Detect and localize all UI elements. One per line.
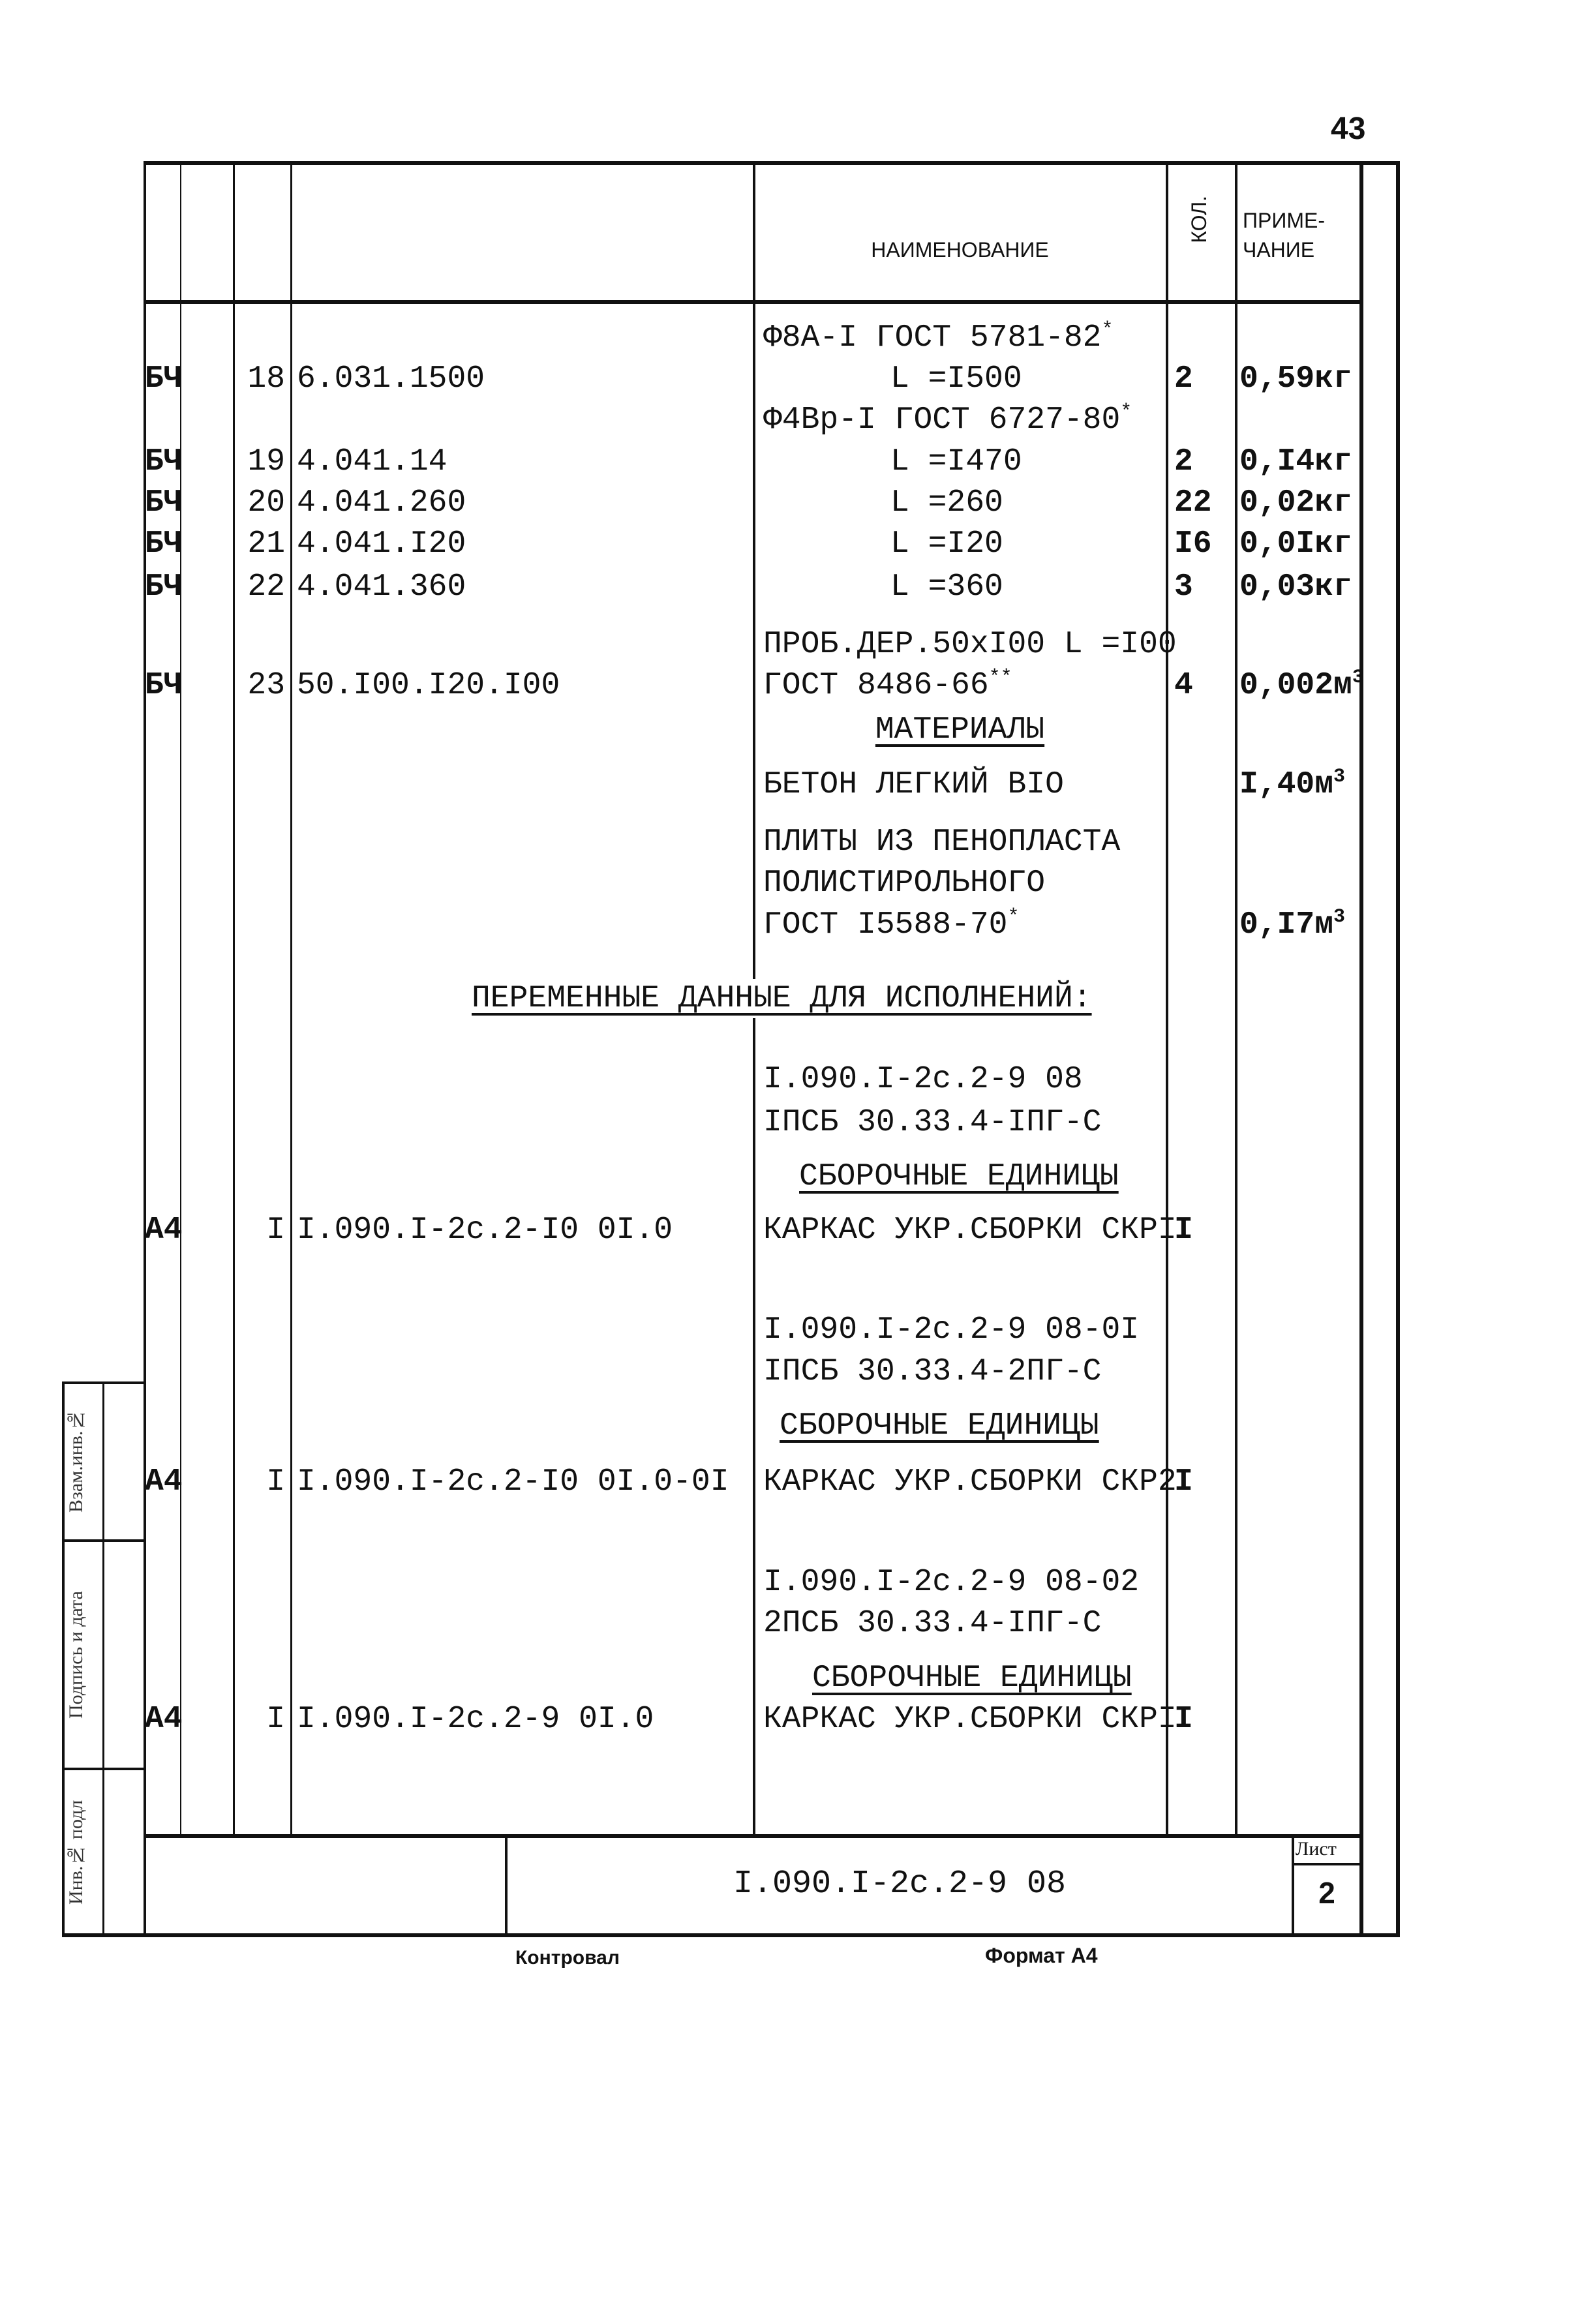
format-label: Формат А4 [985, 1944, 1098, 1967]
name-cell: IПСБ 30.33.4-2ПГ-С [763, 1354, 1102, 1389]
note-cell: 0,59кг [1239, 361, 1352, 397]
frame-top [145, 161, 1397, 165]
position-cell: 20 [247, 485, 285, 521]
qty-cell: 2 [1174, 361, 1193, 397]
table-row [0, 822, 1593, 862]
section-heading [0, 710, 1593, 749]
designation-cell: I.090.I-2c.2-I0 0I.0-0I [297, 1464, 729, 1500]
note-cell: 0,03кг [1239, 569, 1352, 605]
position-cell: I [266, 1702, 285, 1737]
name-cell: КАРКАС УКР.СБОРКИ СКР2 [763, 1464, 1177, 1500]
stamp-line [62, 1768, 145, 1770]
format-cell: А4 [145, 1464, 183, 1500]
position-cell: 18 [247, 361, 285, 397]
table-row [0, 666, 1593, 705]
page-number: 43 [1331, 112, 1366, 146]
name-cell: L =I470 [890, 444, 1022, 479]
sheet-number: 2 [1318, 1876, 1335, 1910]
designation-cell: I.090.I-2c.2-I0 0I.0 [297, 1213, 673, 1248]
header-name: НАИМЕНОВАНИЕ [871, 238, 1049, 262]
header-note-2: ЧАНИЕ [1243, 238, 1315, 262]
section-heading [0, 1406, 1593, 1445]
format-cell: БЧ [145, 668, 183, 703]
note-cell: $0,002м^3$ [1239, 667, 1364, 703]
name-cell: ГОСТ 8486-66** [763, 667, 1012, 703]
qty-cell: I [1174, 1702, 1193, 1737]
position-cell: 22 [247, 569, 285, 605]
qty-cell: I [1174, 1464, 1193, 1500]
section-heading [0, 1659, 1593, 1698]
format-cell: А4 [145, 1213, 183, 1248]
table-row [0, 1352, 1593, 1391]
table-row [0, 1103, 1593, 1142]
designation-cell: 4.041.14 [297, 444, 448, 479]
stamp-line [62, 1539, 145, 1542]
name-cell: СБОРОЧНЫЕ ЕДИНИЦЫ [799, 1159, 1119, 1194]
footer-divider [1292, 1863, 1363, 1865]
name-cell: L =I20 [890, 526, 1003, 562]
name-cell: КАРКАС УКР.СБОРКИ СКРI [763, 1702, 1177, 1737]
name-cell: 2ПСБ 30.33.4-IПГ-С [763, 1606, 1102, 1641]
footer-top [145, 1834, 1363, 1838]
header-qty: КОЛ. [1187, 196, 1211, 243]
table-row [0, 1310, 1593, 1350]
format-cell: БЧ [145, 485, 183, 521]
name-cell: Ф4Вр-I ГОСТ 6727-80* [763, 401, 1132, 438]
designation-cell: 4.041.I20 [297, 526, 466, 562]
position-cell: 19 [247, 444, 285, 479]
position-cell: 21 [247, 526, 285, 562]
variable-data-heading: ПЕРЕМЕННЫЕ ДАННЫЕ ДЛЯ ИСПОЛНЕНИЙ: [472, 979, 1092, 1018]
name-cell: БЕТОН ЛЕГКИЙ BIO [763, 767, 1064, 802]
header-bottom [145, 300, 1359, 304]
table-row [0, 483, 1593, 522]
table-row [0, 765, 1593, 804]
section-heading [0, 979, 1593, 1018]
stamp-sign-label: Подпись и дата [65, 1591, 87, 1719]
note-cell: 0,0Iкг [1239, 526, 1352, 562]
designation-cell: 50.I00.I20.I00 [297, 668, 560, 703]
name-cell: L =360 [890, 569, 1003, 605]
position-cell: 23 [247, 668, 285, 703]
name-cell: МАТЕРИАЛЫ [875, 712, 1045, 747]
name-cell: ПЛИТЫ ИЗ ПЕНОПЛАСТА [763, 824, 1121, 860]
stamp-replace-label: Взам.инв.№ [65, 1409, 87, 1513]
qty-cell: I [1174, 1213, 1193, 1248]
note-cell: 0,I4кг [1239, 444, 1352, 479]
name-cell: Ф8А-I ГОСТ 5781-82* [763, 319, 1114, 355]
name-cell: КАРКАС УКР.СБОРКИ СКРI [763, 1213, 1177, 1248]
designation-cell: 4.041.360 [297, 569, 466, 605]
name-cell: I.090.I-2c.2-9 08 [763, 1062, 1083, 1097]
format-cell: БЧ [145, 361, 183, 397]
table-row [0, 567, 1593, 607]
note-cell: 0,02кг [1239, 485, 1352, 521]
name-cell: L =I500 [890, 361, 1022, 397]
table-row [0, 905, 1593, 944]
table-row [0, 1563, 1593, 1602]
table-row [0, 359, 1593, 399]
table-row [0, 442, 1593, 481]
qty-cell: 4 [1174, 668, 1193, 703]
name-cell: ПОЛИСТИРОЛЬНОГО [763, 866, 1046, 901]
format-cell: А4 [145, 1702, 183, 1737]
table-row [0, 1211, 1593, 1250]
stamp-inv-label: Инв.№ подл [65, 1800, 87, 1905]
name-cell: L =260 [890, 485, 1003, 521]
qty-cell: 2 [1174, 444, 1193, 479]
format-cell: БЧ [145, 526, 183, 562]
copied-label: Контровал [515, 1947, 620, 1969]
table-row [0, 1462, 1593, 1502]
position-cell: I [266, 1464, 285, 1500]
format-cell: БЧ [145, 569, 183, 605]
qty-cell: I6 [1174, 526, 1212, 562]
document-code: I.090.I-2c.2-9 08 [733, 1865, 1067, 1903]
table-row [0, 400, 1593, 440]
table-row [0, 1604, 1593, 1643]
table-row [0, 864, 1593, 903]
name-cell: I.090.I-2c.2-9 08-02 [763, 1565, 1140, 1600]
name-cell: СБОРОЧНЫЕ ЕДИНИЦЫ [780, 1408, 1099, 1443]
table-row [0, 1700, 1593, 1739]
qty-cell: 3 [1174, 569, 1193, 605]
designation-cell: 6.031.1500 [297, 361, 485, 397]
footer-bottom [62, 1933, 1400, 1937]
stamp-line [102, 1381, 104, 1935]
stamp-line [62, 1381, 65, 1935]
note-cell: $I,40м^3$ [1239, 766, 1346, 802]
name-cell: I.090.I-2c.2-9 08-0I [763, 1312, 1140, 1348]
sheet-label: Лист [1296, 1838, 1337, 1860]
format-cell: БЧ [145, 444, 183, 479]
header-note-1: ПРИМЕ- [1243, 209, 1325, 232]
position-cell: I [266, 1213, 285, 1248]
designation-cell: 4.041.260 [297, 485, 466, 521]
designation-cell: I.090.I-2c.2-9 0I.0 [297, 1702, 654, 1737]
qty-cell: 22 [1174, 485, 1212, 521]
name-cell: IПСБ 30.33.4-IПГ-С [763, 1105, 1102, 1140]
name-cell: СБОРОЧНЫЕ ЕДИНИЦЫ [812, 1661, 1132, 1696]
table-row [0, 625, 1593, 664]
table-row [0, 318, 1593, 357]
table-row [0, 1060, 1593, 1099]
table-row [0, 524, 1593, 564]
section-heading [0, 1157, 1593, 1196]
name-cell: ГОСТ I5588-70* [763, 906, 1020, 943]
note-cell: $0,I7м^3$ [1239, 906, 1346, 943]
name-cell: ПРОБ.ДЕР.50xI00 L =I00 [763, 627, 1177, 662]
